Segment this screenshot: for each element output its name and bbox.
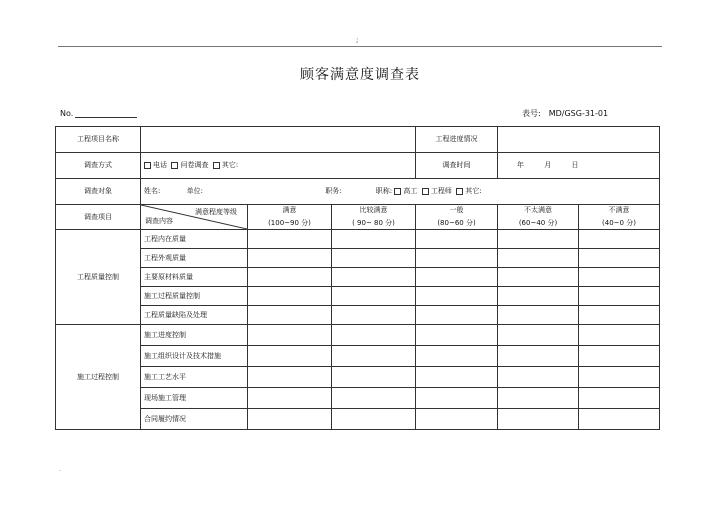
- level-name: 不太满意: [524, 206, 553, 214]
- rating-cell[interactable]: [498, 306, 579, 325]
- rating-cell[interactable]: [498, 325, 579, 346]
- other-title-option: 其它:: [465, 187, 482, 195]
- level-range: (100~90 分): [268, 219, 311, 227]
- rating-cell[interactable]: [579, 306, 660, 325]
- rating-cell[interactable]: [416, 306, 498, 325]
- rating-cell[interactable]: [498, 367, 579, 388]
- object-label: 调查对象: [56, 179, 141, 205]
- level-range: (40~0 分): [602, 219, 636, 227]
- other-method-option: 其它:: [221, 161, 239, 169]
- degree-label: 满意程度等级: [195, 208, 237, 216]
- item-label: 施工组织设计及技术措施: [141, 346, 248, 367]
- form-code-value: MD/GSG-31-01: [548, 109, 609, 118]
- survey-table: [55, 126, 660, 430]
- form-code: [522, 108, 608, 119]
- time-label: 调查时间: [416, 153, 498, 179]
- rating-cell[interactable]: [416, 409, 498, 430]
- rating-cell[interactable]: [579, 346, 660, 367]
- level-name: 比较满意: [359, 206, 388, 214]
- level-header-dissatisfied: [579, 205, 660, 230]
- header-rule: [58, 46, 662, 47]
- content-label: 调查内容: [145, 217, 173, 225]
- item-label: 施工进度控制: [141, 325, 248, 346]
- level-name: 一般: [449, 206, 464, 214]
- rating-cell[interactable]: [579, 230, 660, 249]
- rating-cell[interactable]: [416, 388, 498, 409]
- project-name-label: 工程项目名称: [56, 127, 141, 153]
- level-header-fairly-satisfied: [332, 205, 416, 230]
- form-number-label: No.: [60, 109, 74, 118]
- item-label: 工程质量缺陷及处理: [141, 306, 248, 325]
- rating-cell[interactable]: [416, 287, 498, 306]
- rating-cell[interactable]: [498, 268, 579, 287]
- rating-cell[interactable]: [332, 306, 416, 325]
- item-label: 施工过程质量控制: [141, 287, 248, 306]
- project-name-field[interactable]: [141, 127, 416, 153]
- rating-cell[interactable]: [332, 367, 416, 388]
- item-label: 工程内在质量: [141, 230, 248, 249]
- engineer-checkbox[interactable]: [422, 188, 429, 195]
- rating-cell[interactable]: [248, 287, 332, 306]
- rating-cell[interactable]: [498, 230, 579, 249]
- item-label: 合同履约情况: [141, 409, 248, 430]
- questionnaire-option: 问卷调查: [180, 161, 209, 169]
- day-label: 日: [571, 161, 579, 169]
- rating-cell[interactable]: [416, 249, 498, 268]
- phone-checkbox[interactable]: [144, 162, 151, 169]
- level-range: (60~40 分): [518, 219, 558, 227]
- rating-cell[interactable]: [579, 287, 660, 306]
- rating-cell[interactable]: [248, 367, 332, 388]
- duty-label: 职务:: [325, 187, 342, 195]
- rating-cell[interactable]: [498, 249, 579, 268]
- object-field[interactable]: [141, 179, 660, 205]
- rating-cell[interactable]: [498, 287, 579, 306]
- rating-cell[interactable]: [248, 230, 332, 249]
- questionnaire-checkbox[interactable]: [171, 162, 178, 169]
- rating-cell[interactable]: [332, 388, 416, 409]
- rating-cell[interactable]: [332, 346, 416, 367]
- progress-field[interactable]: [498, 127, 660, 153]
- method-options: [141, 153, 416, 179]
- job-title-label: 职称:: [375, 187, 393, 195]
- rating-cell[interactable]: [332, 268, 416, 287]
- rating-cell[interactable]: [332, 287, 416, 306]
- level-range: ( 90~ 80 分): [352, 219, 395, 227]
- rating-cell[interactable]: [248, 409, 332, 430]
- rating-cell[interactable]: [248, 268, 332, 287]
- rating-cell[interactable]: [416, 325, 498, 346]
- group-quality-control: 工程质量控制: [56, 230, 141, 325]
- method-label: 调查方式: [56, 153, 141, 179]
- rating-cell[interactable]: [416, 268, 498, 287]
- month-label: 月: [544, 161, 552, 169]
- engineer-option: 工程师: [430, 187, 452, 195]
- senior-engineer-option: 高工: [403, 187, 418, 195]
- rating-cell[interactable]: [416, 367, 498, 388]
- level-header-not-very-satisfied: [498, 205, 579, 230]
- rating-cell[interactable]: [332, 325, 416, 346]
- item-label: 工程外观质量: [141, 249, 248, 268]
- header-mark: ;: [356, 36, 359, 44]
- rating-cell[interactable]: [498, 409, 579, 430]
- rating-cell[interactable]: [332, 409, 416, 430]
- rating-cell[interactable]: [416, 230, 498, 249]
- rating-cell[interactable]: [248, 306, 332, 325]
- rating-cell[interactable]: [248, 388, 332, 409]
- other-title-checkbox[interactable]: [456, 188, 463, 195]
- unit-label: 单位:: [186, 187, 203, 195]
- rating-cell[interactable]: [579, 388, 660, 409]
- form-code-label: 表号:: [522, 109, 541, 118]
- level-name: 不满意: [608, 206, 630, 214]
- phone-option: 电话: [153, 161, 167, 169]
- senior-engineer-checkbox[interactable]: [394, 188, 401, 195]
- page-title: 顾客满意度调查表: [300, 67, 420, 83]
- rating-cell[interactable]: [498, 346, 579, 367]
- rating-cell[interactable]: [579, 409, 660, 430]
- form-number-field[interactable]: [75, 117, 137, 118]
- name-label: 姓名:: [144, 187, 161, 195]
- progress-label: 工程进度情况: [416, 127, 498, 153]
- survey-item-label: 调查项目: [56, 205, 141, 230]
- footer-mark: .: [59, 466, 61, 473]
- year-label: 年: [517, 161, 525, 169]
- rating-cell[interactable]: [248, 346, 332, 367]
- rating-cell[interactable]: [579, 249, 660, 268]
- rating-cell[interactable]: [579, 367, 660, 388]
- group-process-control: 施工过程控制: [56, 325, 141, 430]
- item-label: 主要原材料质量: [141, 268, 248, 287]
- item-label: 施工工艺水平: [141, 367, 248, 388]
- rating-cell[interactable]: [579, 268, 660, 287]
- rating-cell[interactable]: [579, 325, 660, 346]
- rating-cell[interactable]: [248, 325, 332, 346]
- item-label: 现场施工管理: [141, 388, 248, 409]
- diagonal-header-cell: [141, 205, 248, 230]
- rating-cell[interactable]: [332, 230, 416, 249]
- rating-cell[interactable]: [416, 346, 498, 367]
- time-field[interactable]: [498, 153, 660, 179]
- rating-cell[interactable]: [498, 388, 579, 409]
- level-header-satisfied: [248, 205, 332, 230]
- rating-cell[interactable]: [248, 249, 332, 268]
- level-range: (80~60 分): [437, 219, 476, 227]
- level-header-average: [416, 205, 498, 230]
- other-method-checkbox[interactable]: [213, 162, 220, 169]
- level-name: 满意: [282, 206, 297, 214]
- rating-cell[interactable]: [332, 249, 416, 268]
